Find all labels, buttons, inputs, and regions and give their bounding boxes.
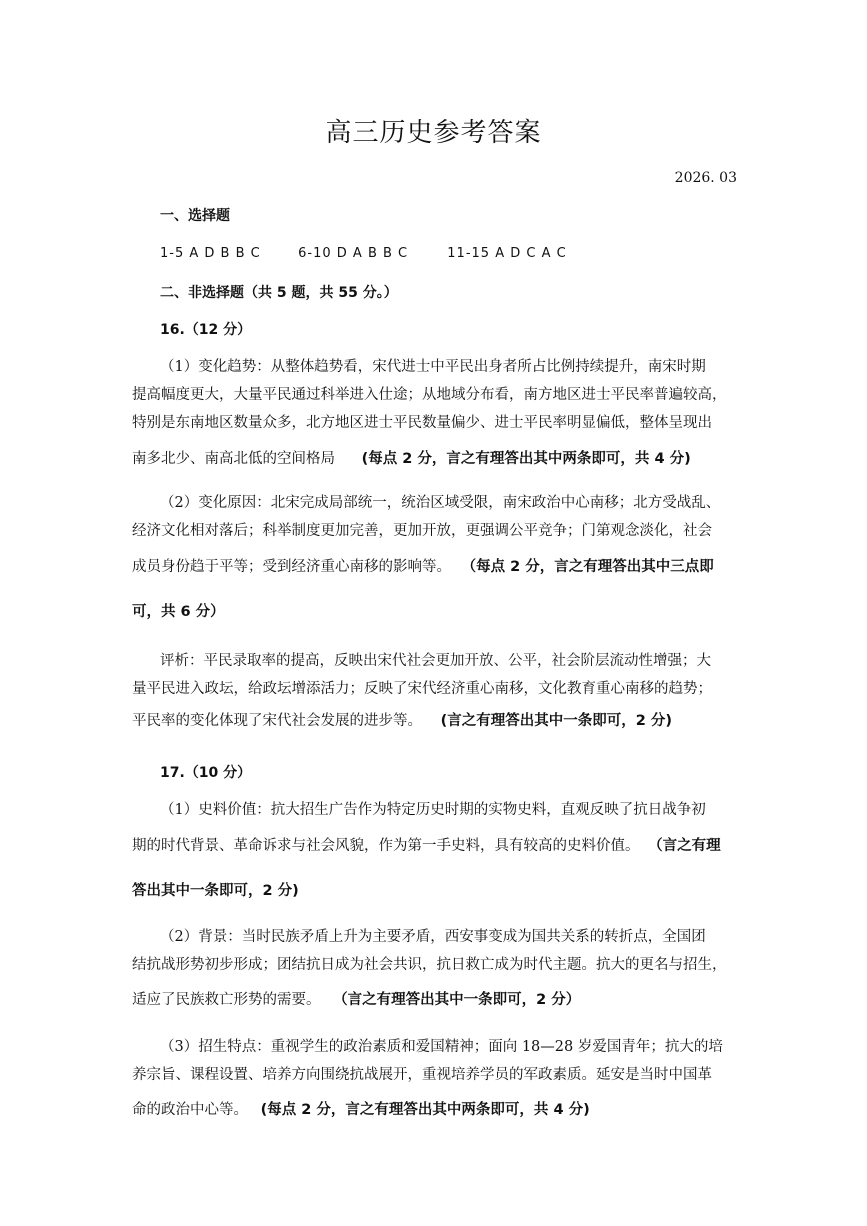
q17-part2-line3 — [132, 990, 736, 1010]
q16-part2-score-cont: 可，共 6 分） — [132, 604, 225, 620]
q17-part2-line1: （2）背景：当时民族矛盾上升为主要矛盾，西安事变成为国共关系的转折点，全国团 — [160, 929, 706, 945]
q16-comment-text-end: 平民率的变化体现了宋代社会发展的进步等。 — [132, 713, 422, 729]
q17-part1-line1: （1）史料价值：抗大招生广告作为特定历史时期的实物史料，直观反映了抗日战争初 — [160, 802, 706, 818]
q16-comment-score: (言之有理答出其中一条即可，2 分) — [440, 713, 672, 729]
q17-part3-score: (每点 2 分，言之有理答出其中两条即可，共 4 分) — [260, 1102, 590, 1118]
q17-part3-line1: （3）招生特点：重视学生的政治素质和爱国精神；面向 18—28 岁爱国青年；抗大的培 — [160, 1039, 723, 1055]
page-title: 高三历史参考答案 — [325, 118, 542, 148]
section-heading-non-mcq: 二、非选择题（共 5 题，共 55 分。） — [160, 285, 398, 301]
mcq-answers-11-15: 11-15 A D C A C — [447, 246, 567, 261]
q16-part2-line1: （2）变化原因：北宋完成局部统一，统治区域受限，南宋政治中心南移；北方受战乱、 — [160, 495, 721, 511]
q17-part2-text-end: 适应了民族救亡形势的需要。 — [132, 992, 321, 1008]
q16-part1-line1: （1）变化趋势：从整体趋势看，宋代进士中平民出身者所占比例持续提升，南宋时期 — [160, 359, 706, 375]
q16-part1-line3: 特别是东南地区数量众多，北方地区进士平民数量偏少、进士平民率明显偏低，整体呈现出 — [132, 415, 712, 431]
q16-comment-line2: 量平民进入政坛，给政坛增添活力；反映了宋代经济重心南移，文化教育重心南移的趋势； — [132, 681, 712, 697]
mcq-answers-1-5: 1-5 A D B B C — [160, 246, 261, 261]
q16-comment-line1: 评析：平民录取率的提高，反映出宋代社会更加开放、公平，社会阶层流动性增强；大 — [160, 653, 711, 669]
q17-part3-line2: 养宗旨、课程设置、培养方向围绕抗战展开，重视培养学员的军政素质。延安是当时中国革 — [132, 1067, 712, 1083]
mcq-answers-6-10: 6-10 D A B B C — [298, 246, 409, 261]
q16-part1-line4 — [132, 449, 736, 469]
q17-part3-text-end: 命的政治中心等。 — [132, 1102, 248, 1118]
q17-part1-score: （言之有理 — [648, 838, 721, 854]
q16-part2-line3 — [132, 557, 736, 577]
q17-part1-score-cont: 答出其中一条即可，2 分) — [132, 883, 299, 899]
q17-part1-line2 — [132, 836, 736, 856]
document-date: 2026. 03 — [674, 170, 737, 186]
question-17-heading: 17.（10 分） — [160, 765, 252, 781]
mcq-answers-row — [160, 244, 764, 264]
q16-part1-score: (每点 2 分，言之有理答出其中两条即可，共 4 分) — [361, 451, 691, 467]
q17-part2-score: （言之有理答出其中一条即可，2 分） — [333, 992, 581, 1008]
q16-part2-line2: 经济文化相对落后；科举制度更加完善，更加开放，更强调公平竞争；门第观念淡化，社会 — [132, 523, 712, 539]
question-16-heading: 16.（12 分） — [160, 322, 252, 338]
q17-part1-text-end: 期的时代背景、革命诉求与社会风貌，作为第一手史料，具有较高的史料价值。 — [132, 838, 640, 854]
q17-part2-line2: 结抗战形势初步形成；团结抗日成为社会共识，抗日救亡成为时代主题。抗大的更名与招生， — [132, 957, 727, 973]
q16-part1-line2: 提高幅度更大，大量平民通过科举进入仕途；从地域分布看，南方地区进士平民率普遍较高， — [132, 387, 727, 403]
q16-part2-text-end: 成员身份趋于平等；受到经济重心南移的影响等。 — [132, 559, 451, 575]
q16-part1-text-end: 南多北少、南高北低的空间格局 — [132, 451, 335, 467]
q17-part3-line3 — [132, 1100, 736, 1120]
q16-part2-score: （每点 2 分，言之有理答出其中三点即 — [461, 559, 714, 575]
q16-comment-line3 — [132, 711, 736, 731]
section-heading-mcq: 一、选择题 — [160, 208, 230, 224]
